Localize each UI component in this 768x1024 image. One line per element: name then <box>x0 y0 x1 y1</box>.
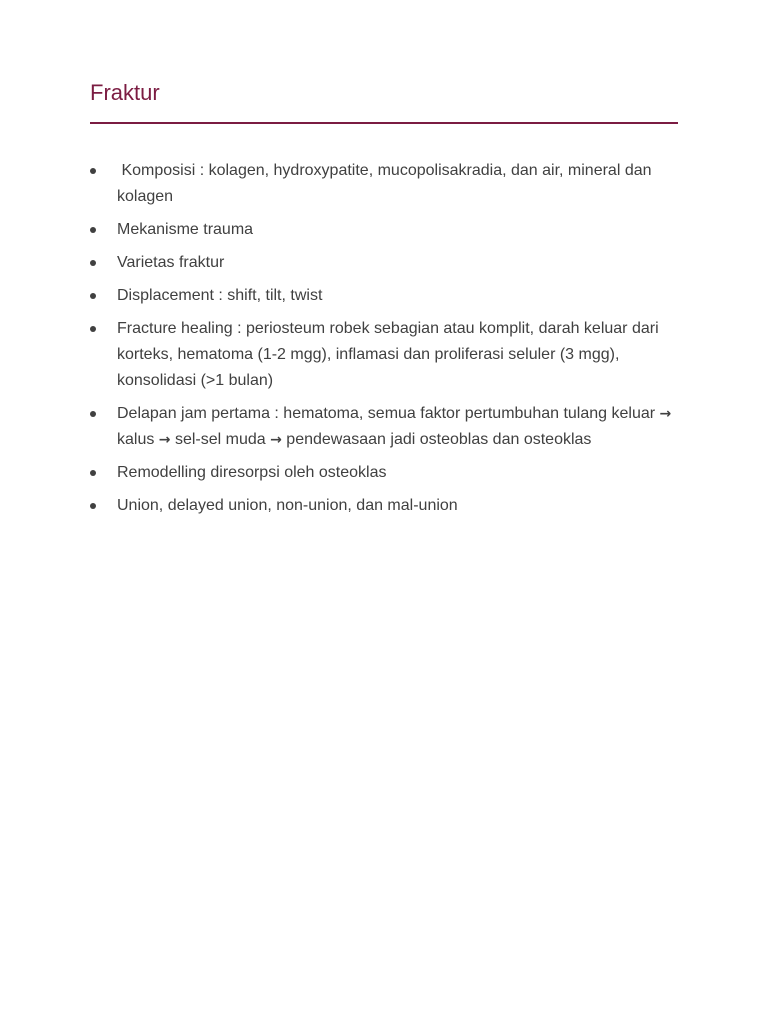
bullet-dot-icon <box>90 326 96 332</box>
bullet-list <box>90 158 678 526</box>
arrow-right-icon: → <box>158 432 171 448</box>
list-item-text: Union, delayed union, non-union, dan mal-union <box>117 497 458 514</box>
list-item-text: Fracture healing : periosteum robek sebagian atau komplit, darah keluar dari korteks, hematoma (1-2 mgg), inflamasi dan proliferasi seluler (3 mgg), konsolidasi (>1 bulan) <box>117 320 659 389</box>
list-item-komposisi <box>90 158 678 210</box>
list-item-segment: Delapan jam pertama : hematoma, semua faktor pertumbuhan tulang keluar <box>117 405 660 422</box>
list-item-union <box>90 493 678 519</box>
list-item-segment: sel-sel muda <box>170 431 271 448</box>
bullet-dot-icon <box>90 227 96 233</box>
list-item-text: Remodelling diresorpsi oleh osteoklas <box>117 464 387 481</box>
arrow-right-icon: → <box>659 406 672 422</box>
arrow-right-icon: → <box>270 432 282 448</box>
list-item-varietas <box>90 250 678 276</box>
page-title: Fraktur <box>90 80 160 105</box>
bullet-dot-icon <box>90 503 96 509</box>
bullet-dot-icon <box>90 470 96 476</box>
list-item-text: Komposisi : kolagen, hydroxypatite, mucopolisakradia, dan air, mineral dan kolagen <box>117 162 656 205</box>
list-item-segment: pendewasaan jadi osteoblas dan osteoklas <box>281 431 592 448</box>
bullet-dot-icon <box>90 168 96 174</box>
list-item-text: Varietas fraktur <box>117 254 225 271</box>
list-item-displacement <box>90 283 678 309</box>
bullet-dot-icon <box>90 293 96 299</box>
list-item-segment: kalus <box>117 405 676 448</box>
bullet-dot-icon <box>90 411 96 417</box>
list-item-fracture-healing <box>90 316 678 394</box>
list-item-text: Displacement : shift, tilt, twist <box>117 287 323 304</box>
list-item-text <box>117 405 676 448</box>
list-item-remodelling <box>90 460 678 486</box>
list-item-text: Mekanisme trauma <box>117 221 254 238</box>
list-item-delapan-jam <box>90 401 678 453</box>
bullet-dot-icon <box>90 260 96 266</box>
title-divider <box>90 122 678 124</box>
list-item-mekanisme <box>90 217 678 243</box>
